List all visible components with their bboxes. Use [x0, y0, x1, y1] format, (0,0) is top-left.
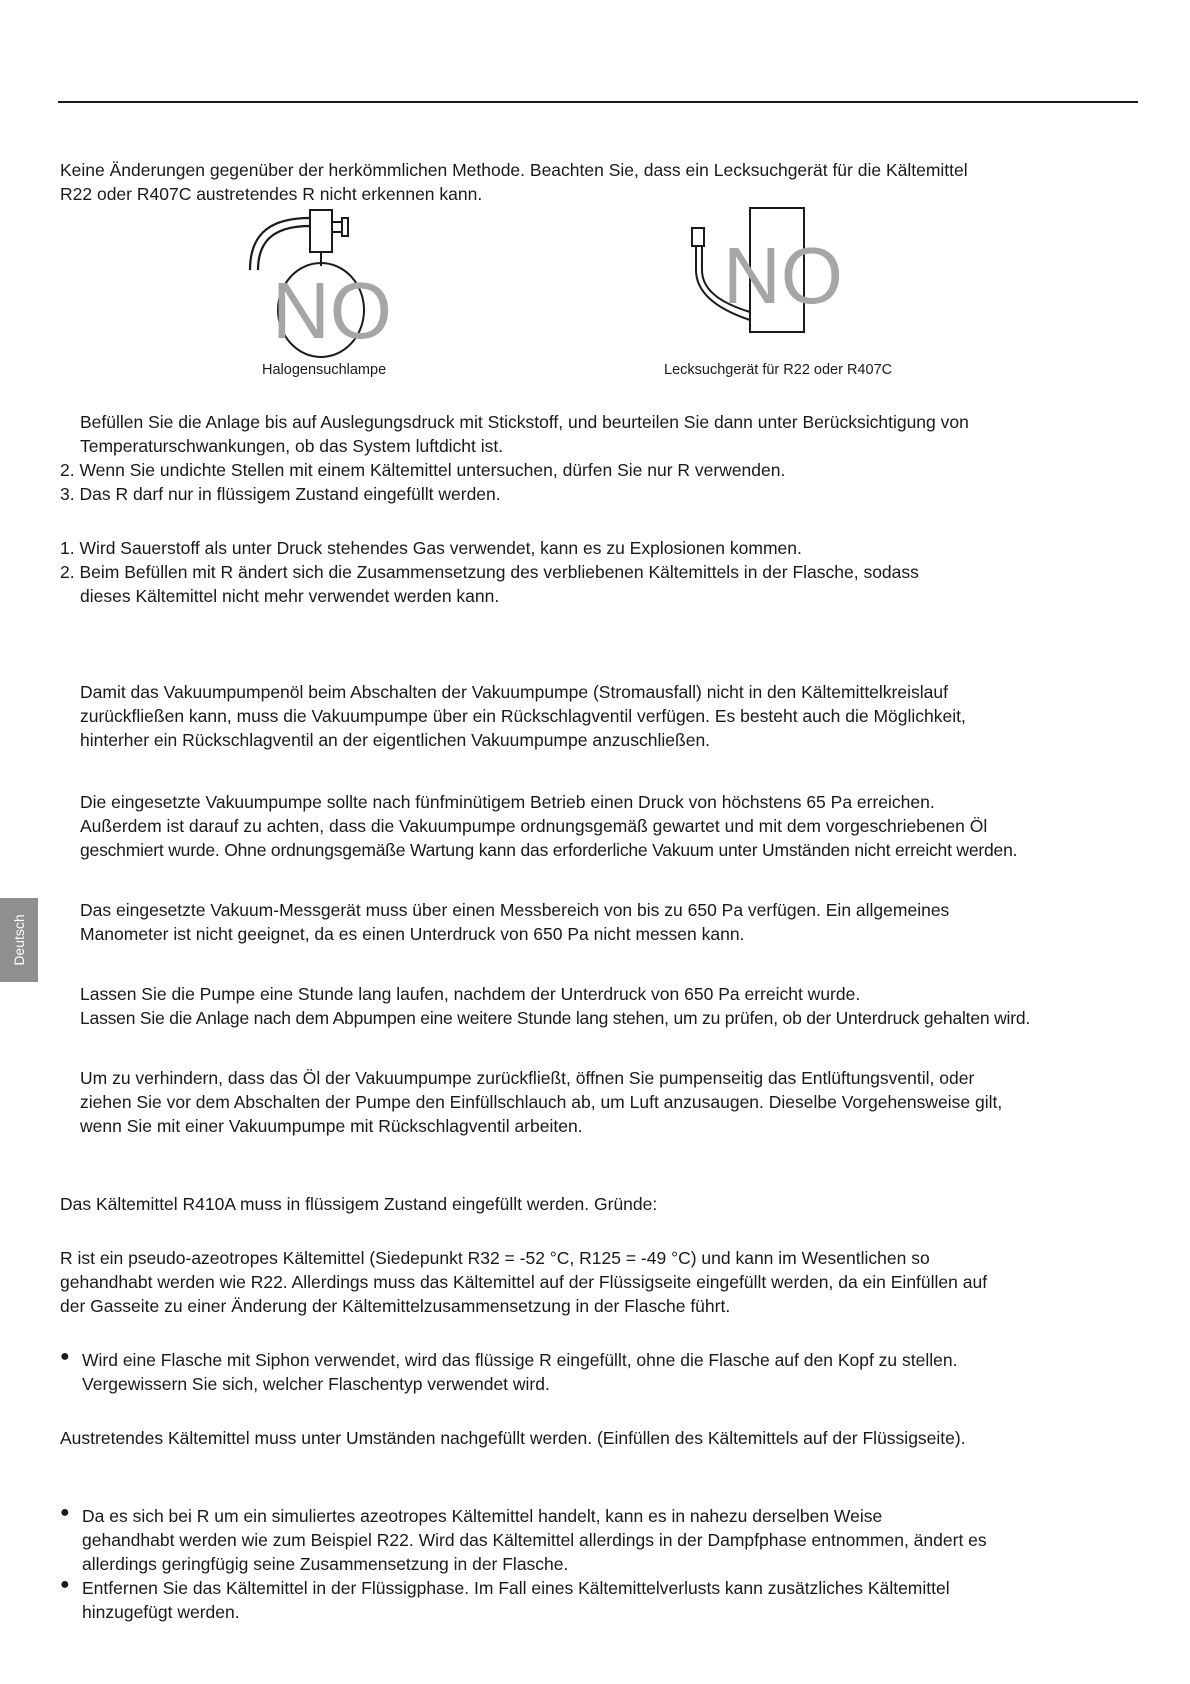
- halogen-lamp-figure: [230, 200, 400, 370]
- caution-item2-line2: dieses Kältemittel nicht mehr verwendet werden kann.: [80, 586, 500, 606]
- charging-p1-line1: R ist ein pseudo-azeotropes Kältemittel (Siedepunkt R32 = -52 °C, R125 = -49 °C) und kann im Wesentlichen so: [60, 1248, 930, 1268]
- charging-p1-line2: gehandhabt werden wie R22. Allerdings muss das Kältemittel auf der Flüssigseite eingefüllt werden, da ein Einfüllen auf: [60, 1272, 988, 1292]
- bullet-icon: ●: [60, 1504, 70, 1521]
- vacuum-p5-line3: wenn Sie mit einer Vakuumpumpe mit Rückschlagventil arbeiten.: [80, 1116, 583, 1136]
- halogen-lamp-caption: Halogensuchlampe: [262, 362, 387, 378]
- leak-detector-figure: [680, 200, 850, 340]
- language-tab: [0, 898, 38, 982]
- leak-detector-caption: Lecksuchgerät für R22 oder R407C: [664, 362, 893, 378]
- charging-p1-line3: der Gasseite zu einer Änderung der Kältemittelzusammensetzung in der Flasche führt.: [60, 1296, 731, 1316]
- bullet-icon: ●: [60, 1348, 70, 1365]
- leak-text-line1: Keine Änderungen gegenüber der herkömmlichen Methode. Beachten Sie, dass ein Lecksuchgerät für die Kältemittel: [60, 160, 968, 180]
- left-no-mark: NO: [272, 266, 392, 355]
- vacuum-p2-line2: Außerdem ist darauf zu achten, dass die Vakuumpumpe ordnungsgemäß gewartet und mit dem vorgeschriebenen Öl: [80, 816, 988, 836]
- charging-b1-line1: Wird eine Flasche mit Siphon verwendet, wird das flüssige R eingefüllt, ohne die Flasche auf den Kopf zu stellen.: [82, 1350, 958, 1370]
- airtight-item2: 2. Wenn Sie undichte Stellen mit einem Kältemittel untersuchen, dürfen Sie nur R verwenden.: [60, 460, 786, 480]
- right-no-mark: NO: [723, 231, 843, 320]
- vacuum-p3-line2: Manometer ist nicht geeignet, da es einen Unterdruck von 650 Pa nicht messen kann.: [80, 924, 745, 944]
- vacuum-p5-line1: Um zu verhindern, dass das Öl der Vakuumpumpe zurückfließt, öffnen Sie pumpenseitig das Entlüftungsventil, oder: [80, 1068, 975, 1088]
- vacuum-p1-line2: zurückfließen kann, muss die Vakuumpumpe über ein Rückschlagventil verfügen. Es besteht auch die Möglichkeit,: [80, 706, 966, 726]
- caution-item2-line1: 2. Beim Befüllen mit R ändert sich die Zusammensetzung des verbliebenen Kältemittels in der Flasche, sodass: [60, 562, 919, 582]
- vacuum-p1-line3: hinterher ein Rückschlagventil an der eigentlichen Vakuumpumpe anzuschließen.: [80, 730, 711, 750]
- charging-b1-line2: Vergewissern Sie sich, welcher Flaschentyp verwendet wird.: [82, 1374, 550, 1394]
- vacuum-p5-line2: ziehen Sie vor dem Abschalten der Pumpe den Einfüllschlauch ab, um Luft anzusaugen. Dieselbe Vorgehensweise gilt,: [80, 1092, 1003, 1112]
- airtight-item1-line1: Befüllen Sie die Anlage bis auf Auslegungsdruck mit Stickstoff, und beurteilen Sie dann unter Berücksichtigung von: [80, 412, 969, 432]
- charging-intro: Das Kältemittel R410A muss in flüssigem Zustand eingefüllt werden. Gründe:: [60, 1194, 658, 1214]
- caution-item1: 1. Wird Sauerstoff als unter Druck stehendes Gas verwendet, kann es zu Explosionen kommen.: [60, 538, 802, 558]
- charging-b3-line1: Entfernen Sie das Kältemittel in der Flüssigphase. Im Fall eines Kältemittelverlusts kann zusätzliches Kältemittel: [82, 1578, 950, 1598]
- charging-b2-line2: gehandhabt werden wie zum Beispiel R22. Wird das Kältemittel allerdings in der Dampfphase entnommen, ändert es: [82, 1530, 987, 1550]
- vacuum-p2-line1: Die eingesetzte Vakuumpumpe sollte nach fünfminütigem Betrieb einen Druck von höchstens 65 Pa erreichen.: [80, 792, 935, 812]
- charging-b2-line3: allerdings geringfügig seine Zusammensetzung in der Flasche.: [82, 1554, 569, 1574]
- language-tab-label: Deutsch: [11, 914, 27, 966]
- vacuum-p1-line1: Damit das Vakuumpumpenöl beim Abschalten der Vakuumpumpe (Stromausfall) nicht in den Kältemittelkreislauf: [80, 682, 948, 702]
- charging-b3-line2: hinzugefügt werden.: [82, 1602, 240, 1622]
- airtight-item1-line2: Temperaturschwankungen, ob das System luftdicht ist.: [80, 436, 504, 456]
- vacuum-p4-line1: Lassen Sie die Pumpe eine Stunde lang laufen, nachdem der Unterdruck von 650 Pa erreicht wurde.: [80, 984, 861, 1004]
- leak-text-line2: R22 oder R407C austretendes R nicht erkennen kann.: [60, 184, 483, 204]
- vacuum-p2-line3: geschmiert wurde. Ohne ordnungsgemäße Wartung kann das erforderliche Vakuum unter Umständen nicht erreicht werden.: [80, 840, 1018, 860]
- airtight-item3: 3. Das R darf nur in flüssigem Zustand eingefüllt werden.: [60, 484, 501, 504]
- charging-b2-line1: Da es sich bei R um ein simuliertes azeotropes Kältemittel handelt, kann es in nahezu derselben Weise: [82, 1506, 883, 1526]
- vacuum-p3-line1: Das eingesetzte Vakuum-Messgerät muss über einen Messbereich von bis zu 650 Pa verfügen. Ein allgemeines: [80, 900, 950, 920]
- header-rule: [58, 101, 1138, 103]
- vacuum-p4-line2: Lassen Sie die Anlage nach dem Abpumpen eine weitere Stunde lang stehen, um zu prüfen, ob der Unterdruck gehalten wird.: [80, 1008, 1031, 1028]
- bullet-icon: ●: [60, 1576, 70, 1593]
- charging-refill: Austretendes Kältemittel muss unter Umständen nachgefüllt werden. (Einfüllen des Kältemittels auf der Flüssigseite).: [60, 1428, 966, 1448]
